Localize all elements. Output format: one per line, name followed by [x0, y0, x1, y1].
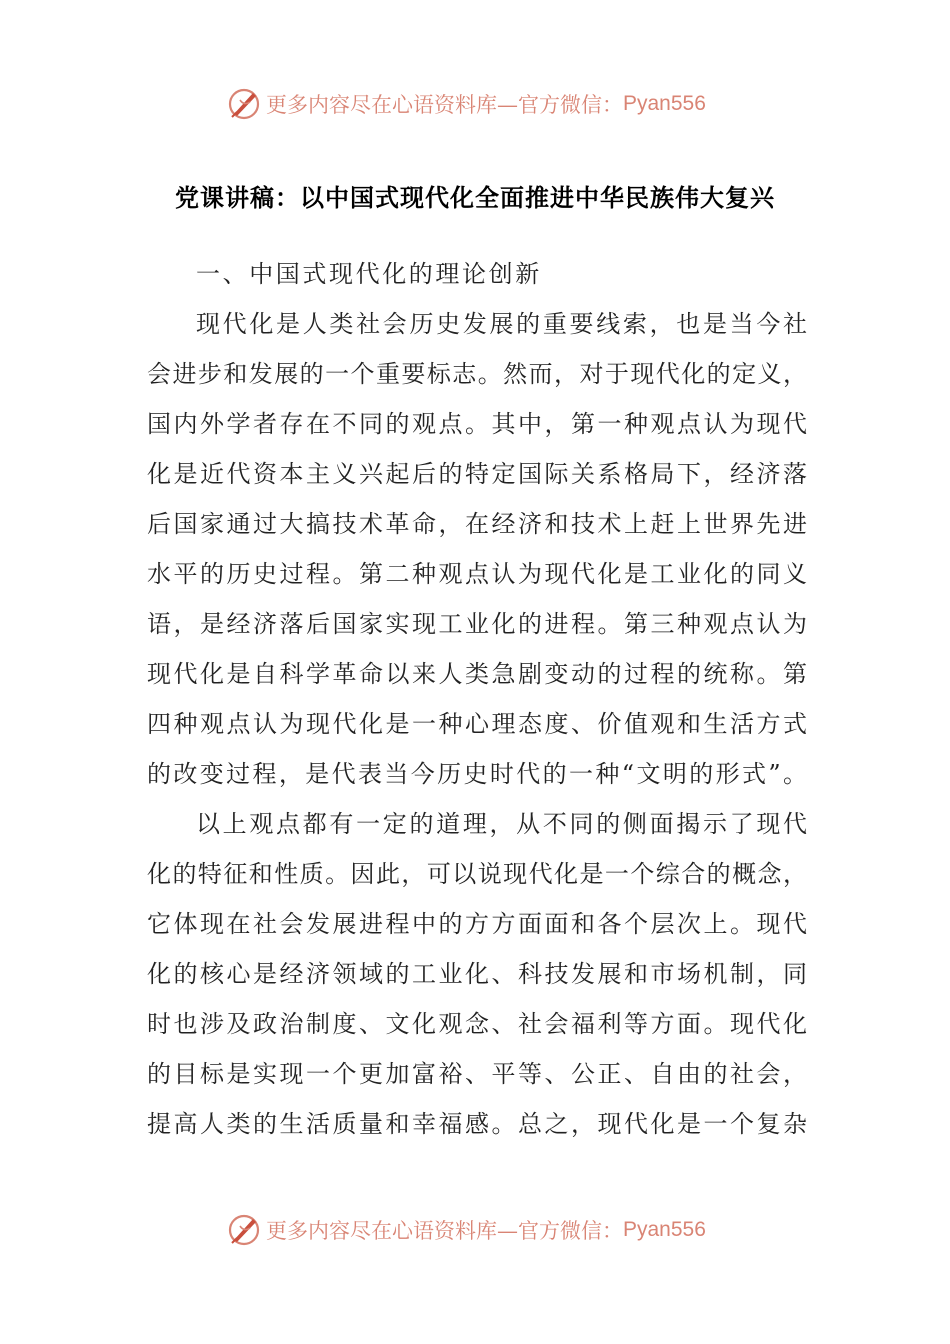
watermark-text: 更多内容尽在心语资料库—官方微信：: [266, 1219, 623, 1243]
paragraph-line: 现代化是人类社会历史发展的重要线索，也是当今社: [196, 310, 807, 338]
paragraph-line: 语，是经济落后国家实现工业化的进程。第三种观点认为: [147, 610, 807, 638]
watermark-handle: Pyan556: [623, 1218, 706, 1241]
paragraph-line: 以上观点都有一定的道理，从不同的侧面揭示了现代: [196, 810, 807, 838]
watermark-text: 更多内容尽在心语资料库—官方微信：: [266, 93, 623, 117]
watermark-handle: Pyan556: [623, 92, 706, 115]
paragraph-line: 的目标是实现一个更加富裕、平等、公正、自由的社会，: [147, 1060, 807, 1088]
paragraph-line: 水平的历史过程。第二种观点认为现代化是工业化的同义: [147, 560, 807, 588]
paragraph-line: 现代化是自科学革命以来人类急剧变动的过程的统称。第: [147, 660, 807, 688]
paragraph-line: 提高人类的生活质量和幸福感。总之，现代化是一个复杂: [147, 1110, 807, 1138]
paragraph-line: 化的核心是经济领域的工业化、科技发展和市场机制，同: [147, 960, 807, 988]
paragraph-line: 的改变过程，是代表当今历史时代的一种“文明的形式”。: [147, 760, 807, 788]
paragraph-line: 时也涉及政治制度、文化观念、社会福利等方面。现代化: [147, 1010, 807, 1038]
watermark-header: [226, 84, 706, 124]
quill-logo-icon: [226, 1212, 262, 1248]
paragraph-line: 化的特征和性质。因此，可以说现代化是一个综合的概念，: [147, 860, 807, 888]
quill-logo-icon: [226, 86, 262, 122]
document-title: 党课讲稿：以中国式现代化全面推进中华民族伟大复兴: [175, 184, 775, 212]
paragraph-line: 它体现在社会发展进程中的方方面面和各个层次上。现代: [147, 910, 807, 938]
paragraph-line: 会进步和发展的一个重要标志。然而，对于现代化的定义，: [147, 360, 807, 388]
paragraph-line: 后国家通过大搞技术革命，在经济和技术上赶上世界先进: [147, 510, 807, 538]
watermark-footer: [226, 1210, 706, 1250]
paragraph-line: 化是近代资本主义兴起后的特定国际关系格局下，经济落: [147, 460, 807, 488]
paragraph-line: 四种观点认为现代化是一种心理态度、价值观和生活方式: [147, 710, 807, 738]
section-heading: 一、中国式现代化的理论创新: [196, 260, 542, 288]
paragraph-line: 国内外学者存在不同的观点。其中，第一种观点认为现代: [147, 410, 807, 438]
document-body: [147, 249, 807, 1149]
